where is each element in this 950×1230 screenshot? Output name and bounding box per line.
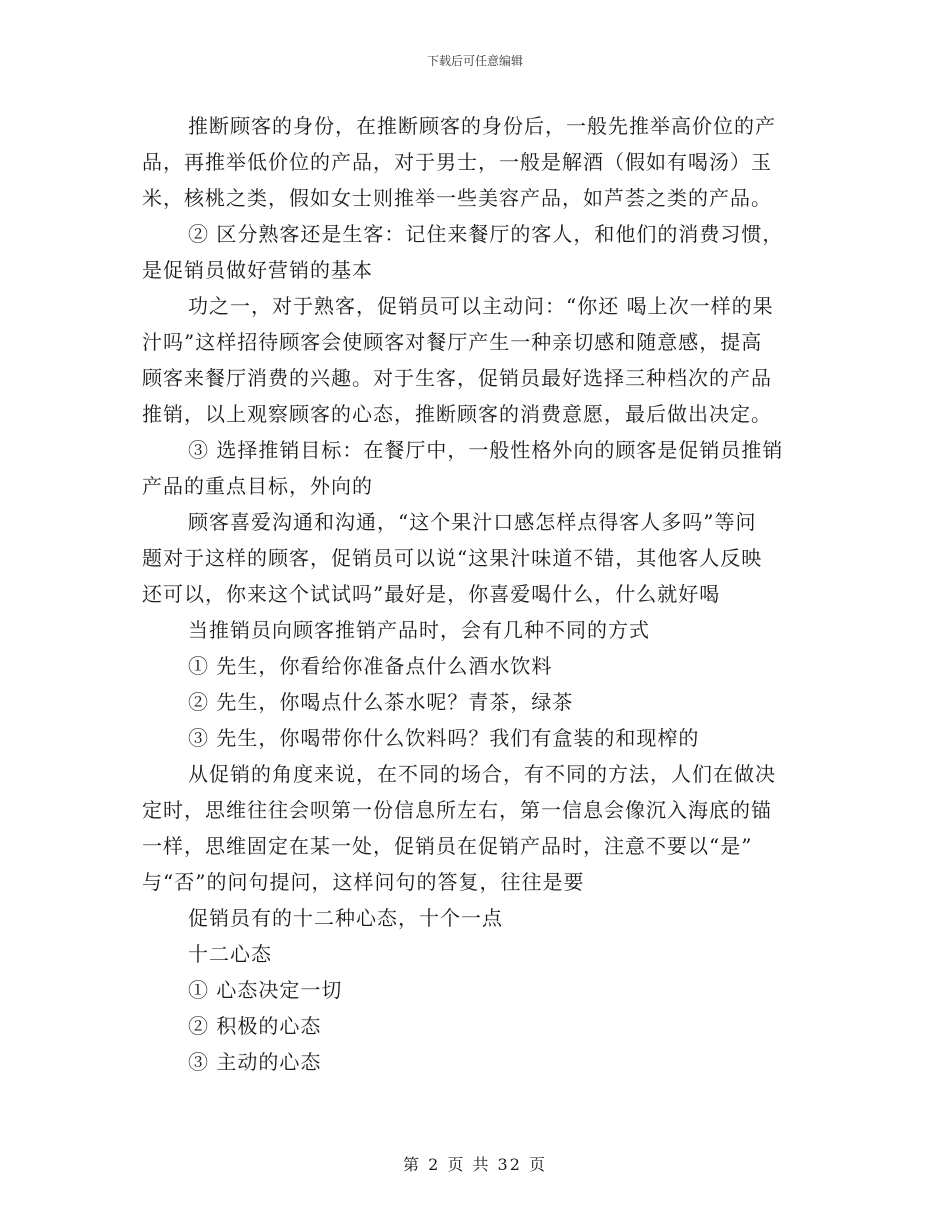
- paragraph-line: 一样，思维固定在某一处，促销员在促销产品时，注意不要以“是”: [142, 834, 753, 858]
- paragraph-line: 顾客来餐厅消费的兴趣。对于生客，促销员最好选择三种档次的产品: [142, 366, 772, 390]
- document-body: [142, 108, 810, 1080]
- paragraph-line: 题对于这样的顾客，促销员可以说“这果汁味道不错，其他客人反映: [142, 546, 763, 570]
- list-item: ① 心态决定一切: [188, 978, 343, 1002]
- paragraph-line: 与“否”的问句提问，这样问句的答复，往往是要: [142, 870, 585, 894]
- paragraph-line: 当推销员向顾客推销产品时，会有几种不同的方式: [188, 618, 650, 642]
- page-footer: 第 2 页 共 32 页: [403, 1155, 547, 1174]
- paragraph-line: 是促销员做好营销的基本: [142, 258, 373, 282]
- paragraph-line: 推断顾客的身份，在推断顾客的身份后，一般先推举高价位的产: [188, 114, 776, 138]
- paragraph-line: 功之一，对于熟客，促销员可以主动问：“你还 喝上次一样的果: [188, 294, 774, 318]
- paragraph-line: 顾客喜爱沟通和沟通，“这个果汁口感怎样点得客人多吗”等问: [188, 510, 757, 534]
- paragraph-line: 促销员有的十二种心态，十个一点: [188, 906, 503, 930]
- list-item: ② 积极的心态: [188, 1014, 322, 1038]
- paragraph-line: 汁吗”这样招待顾客会使顾客对餐厅产生一种亲切感和随意感，提高: [142, 330, 763, 354]
- paragraph-line: 还可以，你来这个试试吗”最好是，你喜爱喝什么，什么就好喝: [142, 582, 721, 606]
- page-header: 下载后可任意编辑: [426, 54, 523, 68]
- section-heading: 十二心态: [188, 942, 272, 966]
- paragraph-line: ③ 选择推销目标：在餐厅中，一般性格外向的顾客是促销员推销: [188, 438, 784, 462]
- paragraph-line: ② 区分熟客还是生客：记住来餐厅的客人，和他们的消费习惯，: [188, 222, 784, 246]
- list-item: ③ 主动的心态: [188, 1050, 322, 1074]
- list-item: ③ 先生，你喝带你什么饮料吗？我们有盒装的和现榨的: [188, 726, 700, 750]
- paragraph-line: 品，再推举低价位的产品，对于男士，一般是解酒（假如有喝汤）玉: [142, 150, 772, 174]
- list-item: ① 先生，你看给你准备点什么酒水饮料: [188, 654, 553, 678]
- paragraph-line: 推销，以上观察顾客的心态，推断顾客的消费意愿，最后做出决定。: [142, 402, 772, 426]
- paragraph-line: 产品的重点目标，外向的: [142, 474, 373, 498]
- list-item: ② 先生，你喝点什么茶水呢？青茶，绿茶: [188, 690, 574, 714]
- paragraph-line: 从促销的角度来说，在不同的场合，有不同的方法，人们在做决: [188, 762, 776, 786]
- paragraph-line: 米，核桃之类，假如女士则推举一些美容产品，如芦荟之类的产品。: [142, 186, 772, 210]
- paragraph-line: 定时，思维往往会呗第一份信息所左右，第一信息会像沉入海底的锚: [142, 798, 772, 822]
